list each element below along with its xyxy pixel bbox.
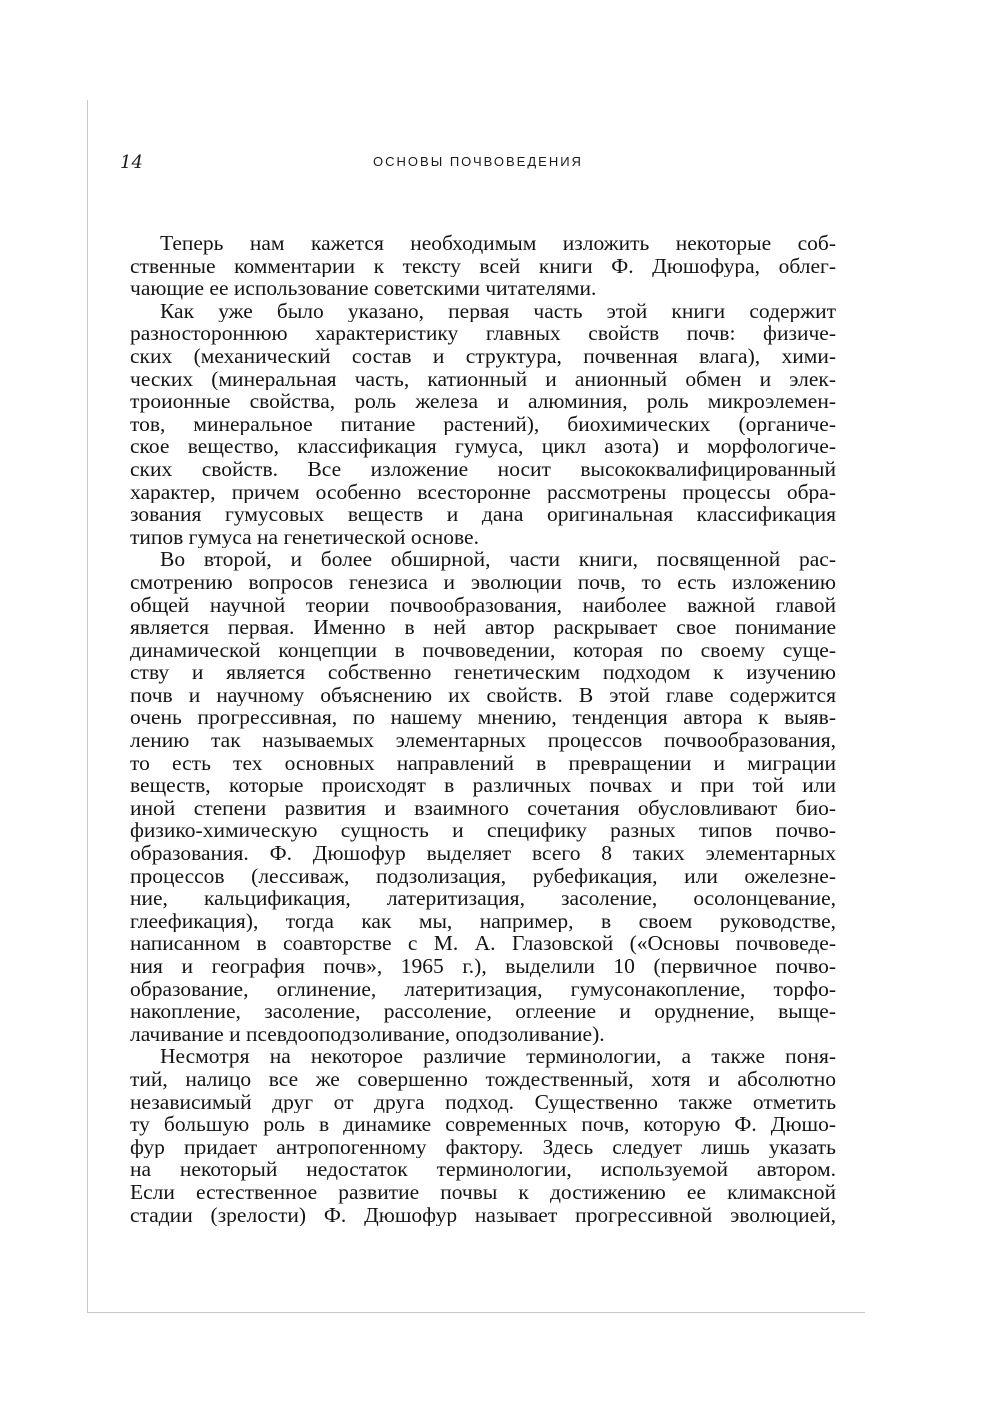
text-line: Если естественное развитие почвы к достижению ее климаксной xyxy=(130,1180,836,1204)
text-line: лачивание и псевдооподзоливание, оподзоливание). xyxy=(130,1022,605,1046)
text-line: написанном в соавторстве с М. А. Глазовской («Основы почвоведе- xyxy=(130,932,836,955)
text-line: образования. Ф. Дюшофур выделяет всего 8 таких элементарных xyxy=(130,842,836,865)
text-line: характер, причем особенно всесторонне рассмотрены процессы обра- xyxy=(130,480,836,504)
text-line: иной степени развития и взаимного сочетания обусловливают био- xyxy=(130,796,836,820)
text-line: ческих (минеральная часть, катионный и анионный обмен и элек- xyxy=(130,367,836,391)
scan-border-left xyxy=(87,100,88,1312)
text-line: разностороннюю характеристику главных свойств почв: физиче- xyxy=(130,322,836,345)
text-line: накопление, засоление, рассоление, оглеение и оруднение, выще- xyxy=(130,1000,836,1023)
text-line: веществ, которые происходят в различных почвах и при той или xyxy=(130,774,836,797)
text-line: ния и география почв», 1965 г.), выделили 10 (первичное почво- xyxy=(130,955,836,978)
text-line: Теперь нам кажется необходимым изложить некоторые соб- xyxy=(160,232,836,255)
text-line: фур придает антропогенному фактору. Здесь следует лишь указать xyxy=(130,1135,836,1159)
text-line: процессов (лессиваж, подзолизация, рубефикация, или ожелезне- xyxy=(130,864,836,888)
text-line: общей научной теории почвообразования, наиболее важной главой xyxy=(130,593,836,617)
text-line: является первая. Именно в ней автор раскрывает свое понимание xyxy=(130,616,836,639)
text-line: глеефикация), тогда как мы, например, в своем руководстве, xyxy=(130,909,836,933)
text-line: ских (механический состав и структура, почвенная влага), хими- xyxy=(130,344,836,368)
page-number: 14 xyxy=(120,152,143,173)
text-line: чающие ее использование советскими читателями. xyxy=(130,277,597,300)
text-line: смотрению вопросов генезиса и эволюции почв, то есть изложению xyxy=(130,570,836,594)
page-header xyxy=(120,152,836,176)
text-line: на некоторый недостаток терминологии, используемой автором. xyxy=(130,1158,836,1181)
text-line: тов, минеральное питание растений), биохимических (органиче- xyxy=(130,412,836,436)
text-line: то есть тех основных направлений в превращении и миграции xyxy=(130,751,836,775)
text-line: ту большую роль в динамике современных почв, которую Ф. Дюшо- xyxy=(130,1113,836,1136)
running-title: ОСНОВЫ ПОЧВОВЕДЕНИЯ xyxy=(373,154,583,169)
text-line: ских свойств. Все изложение носит высококвалифицированный xyxy=(130,457,836,481)
text-line: тий, налицо все же совершенно тождественный, хотя и абсолютно xyxy=(130,1067,836,1091)
text-line: независимый друг от друга подход. Существенно также отметить xyxy=(130,1090,836,1114)
text-line: образование, оглинение, латеритизация, гумусонакопление, торфо- xyxy=(130,977,836,1001)
text-line: стадии (зрелости) Ф. Дюшофур называет прогрессивной эволюцией, xyxy=(130,1203,836,1227)
text-body xyxy=(130,232,836,1226)
text-line: Несмотря на некоторое различие терминологии, а также поня- xyxy=(160,1045,836,1068)
text-line: физико-химическую сущность и специфику разных типов почво- xyxy=(130,819,836,843)
text-line: ственные комментарии к тексту всей книги Ф. Дюшофура, облег- xyxy=(130,254,836,278)
text-line: лению так называемых элементарных процессов почвообразования, xyxy=(130,729,836,752)
text-line: троионные свойства, роль железа и алюминия, роль микроэлемен- xyxy=(130,390,836,413)
text-line: зования гумусовых веществ и дана оригинальная классификация xyxy=(130,503,836,526)
text-line: ское вещество, классификация гумуса, цикл азота) и морфологиче- xyxy=(130,435,836,458)
text-line: Во второй, и более обширной, части книги, посвященной рас- xyxy=(160,548,836,571)
scan-border-bottom xyxy=(87,1312,865,1313)
text-line: очень прогрессивная, по нашему мнению, тенденция автора к выяв- xyxy=(130,706,836,730)
text-line: ству и является собственно генетическим подходом к изучению xyxy=(130,661,836,684)
text-line: ние, кальцификация, латеритизация, засоление, осолонцевание, xyxy=(130,887,836,910)
text-line: типов гумуса на генетической основе. xyxy=(130,525,479,549)
text-line: Как уже было указано, первая часть этой книги содержит xyxy=(160,299,836,323)
text-line: динамической концепции в почвоведении, которая по своему суще- xyxy=(130,638,836,662)
text-line: почв и научному объяснению их свойств. В этой главе содержится xyxy=(130,683,836,707)
